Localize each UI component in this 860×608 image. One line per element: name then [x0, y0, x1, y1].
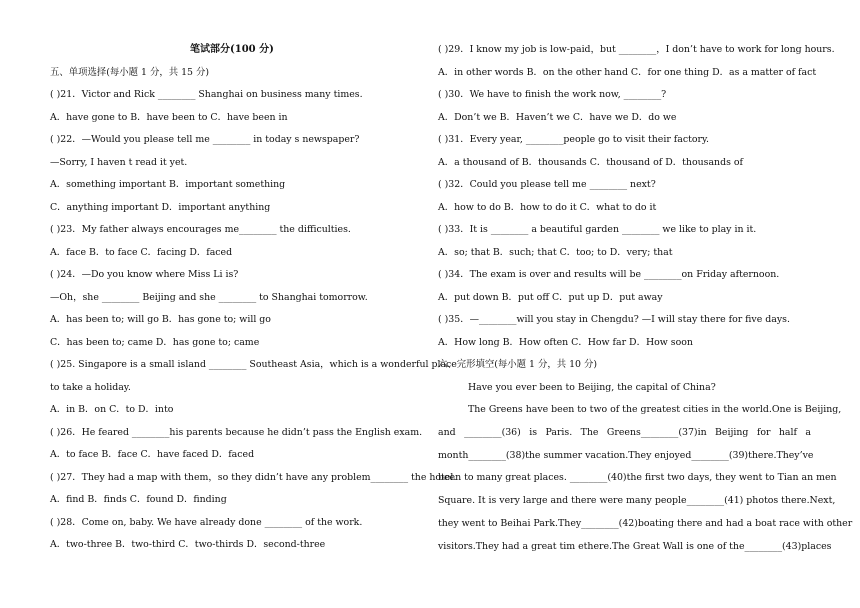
page-title: 笔试部分(100 分): [190, 44, 274, 55]
question-line: A．to face B．face C．have faced D．faced: [50, 449, 255, 460]
passage-fragment: They________(42)boating there and had a boat race with other: [558, 518, 853, 529]
passage-fragment: half: [778, 426, 797, 438]
question-line: ( )26．He feared ________his parents because he didn’t pass the English exam.: [50, 426, 423, 438]
passage-fragment: month________(38): [438, 449, 526, 461]
question-line: A．in B．on C．to D．into: [50, 404, 174, 415]
question-line: ( )32．Could you please tell me ________ next?: [438, 179, 656, 190]
question-line: C．anything important D．important anything: [50, 201, 271, 213]
question-line: A．find B．finds C．found D．finding: [50, 494, 227, 505]
passage-fragment: visitors.: [438, 540, 476, 552]
passage-fragment: been to many great places. ________(40)the first two days, they went to Tian an men: [438, 472, 837, 484]
question-line: A．Don’t we B．Haven’t we C．have we D．do we: [438, 111, 677, 123]
section-5-heading: 五、单项选择(每小题 1 分，共 15 分): [50, 67, 210, 78]
question-line: A．put down B．put off C．put up D．put away: [438, 291, 663, 303]
question-line: ( )24．—Do you know where Miss Li is?: [50, 269, 239, 280]
passage-fragment: for: [756, 426, 771, 438]
section-6-heading: 六、完形填空(每小题 1 分，共 10 分): [438, 359, 598, 370]
passage-fragment: Square. It is very large and there were many people________(41) photos there.: [438, 495, 810, 507]
question-line: ( )28．Come on, baby. We have already done ________ of the work.: [50, 516, 363, 528]
passage-fragment: Greens________(37)in: [606, 426, 707, 438]
question-line: ( )25. Singapore is a small island ________ Southeast Asia，which is a wonderful place: [50, 359, 457, 370]
passage-line: [468, 404, 842, 416]
passage-line: [438, 540, 832, 553]
passage-line: [438, 518, 853, 530]
passage-fragment: they went to Beihai Park.: [438, 518, 559, 529]
passage-fragment: a: [805, 426, 811, 438]
passage-fragment: They enjoyed________(39)there.: [628, 449, 777, 461]
question-line: A．something important B．important something: [50, 179, 286, 190]
passage-fragment: The: [580, 426, 599, 438]
passage-fragment: Paris.: [545, 426, 573, 438]
question-line: ( )29．I know my job is low-paid，but ________，I don’t have to work for long hours.: [438, 44, 835, 55]
passage-line: [438, 472, 837, 484]
question-line: —Sorry, I haven t read it yet.: [50, 156, 188, 168]
question-line: ( )31．Every year, ________people go to visit their factory.: [438, 134, 710, 145]
passage-fragment: is: [529, 426, 538, 438]
question-line: ( )27．They had a map with them，so they didn’t have any problem________ the hotel.: [50, 471, 457, 483]
question-line: ( )21．Victor and Rick ________ Shanghai on business many times.: [50, 89, 363, 100]
passage-fragment: ________(36): [464, 426, 521, 438]
passage-fragment: One is Beijing,: [771, 404, 842, 415]
question-line: A．how to do B．how to do it C．what to do it: [438, 201, 657, 213]
question-line: C．has been to; came D．has gone to; came: [50, 336, 260, 348]
passage-fragment: The Greens have been to two of the greatest cities in the world.: [468, 404, 772, 415]
passage-fragment: Beijing: [715, 426, 749, 438]
question-line: ( )34．The exam is over and results will be ________on Friday afternoon.: [438, 269, 780, 280]
passage-fragment: Next,: [809, 495, 836, 507]
question-line: A．so; that B．such; that C．too; to D．very; that: [438, 246, 673, 258]
question-line: A．face B．to face C．facing D．faced: [50, 246, 233, 258]
passage-line: [438, 427, 811, 439]
question-line: ( )35．—________will you stay in Chengdu? —I will stay there for five days.: [438, 314, 790, 325]
passage-fragment: and: [438, 426, 456, 438]
question-line: A．How long B．How often C．How far D．How soon: [438, 336, 693, 348]
question-line: A．has been to; will go B．has gone to; will go: [50, 314, 271, 325]
question-line: A．two-three B．two-third C．two-thirds D．second-three: [50, 539, 326, 550]
question-line: ( )23．My father always encourages me________ the difficulties.: [50, 224, 351, 235]
passage-title: Have you ever been to Beijing, the capital of China?: [468, 382, 716, 393]
question-line: ( )33．It is ________ a beautiful garden ________ we like to play in it.: [438, 224, 757, 235]
question-line: A．in other words B．on the other hand C．for one thing D．as a matter of fact: [438, 66, 817, 78]
question-line: ( )22．—Would you please tell me ________ in today s newspaper?: [50, 134, 360, 145]
question-line: ( )30．We have to finish the work now, ________?: [438, 89, 667, 100]
passage-fragment: the summer vacation.: [525, 449, 629, 461]
question-line: A．a thousand of B．thousands C．thousand of D．thousands of: [438, 156, 743, 168]
question-line: to take a holiday.: [50, 381, 131, 393]
passage-line: [438, 449, 814, 462]
passage-fragment: The Great Wall is one of the________(43)places: [612, 540, 832, 552]
passage-fragment: They’ve: [776, 449, 814, 461]
question-line: —Oh，she ________ Beijing and she ________ to Shanghai tomorrow.: [50, 291, 368, 303]
question-line: A．have gone to B．have been to C．have been in: [50, 111, 288, 123]
passage-fragment: They had a great tim ethere.: [475, 540, 613, 552]
passage-line: [438, 495, 836, 507]
